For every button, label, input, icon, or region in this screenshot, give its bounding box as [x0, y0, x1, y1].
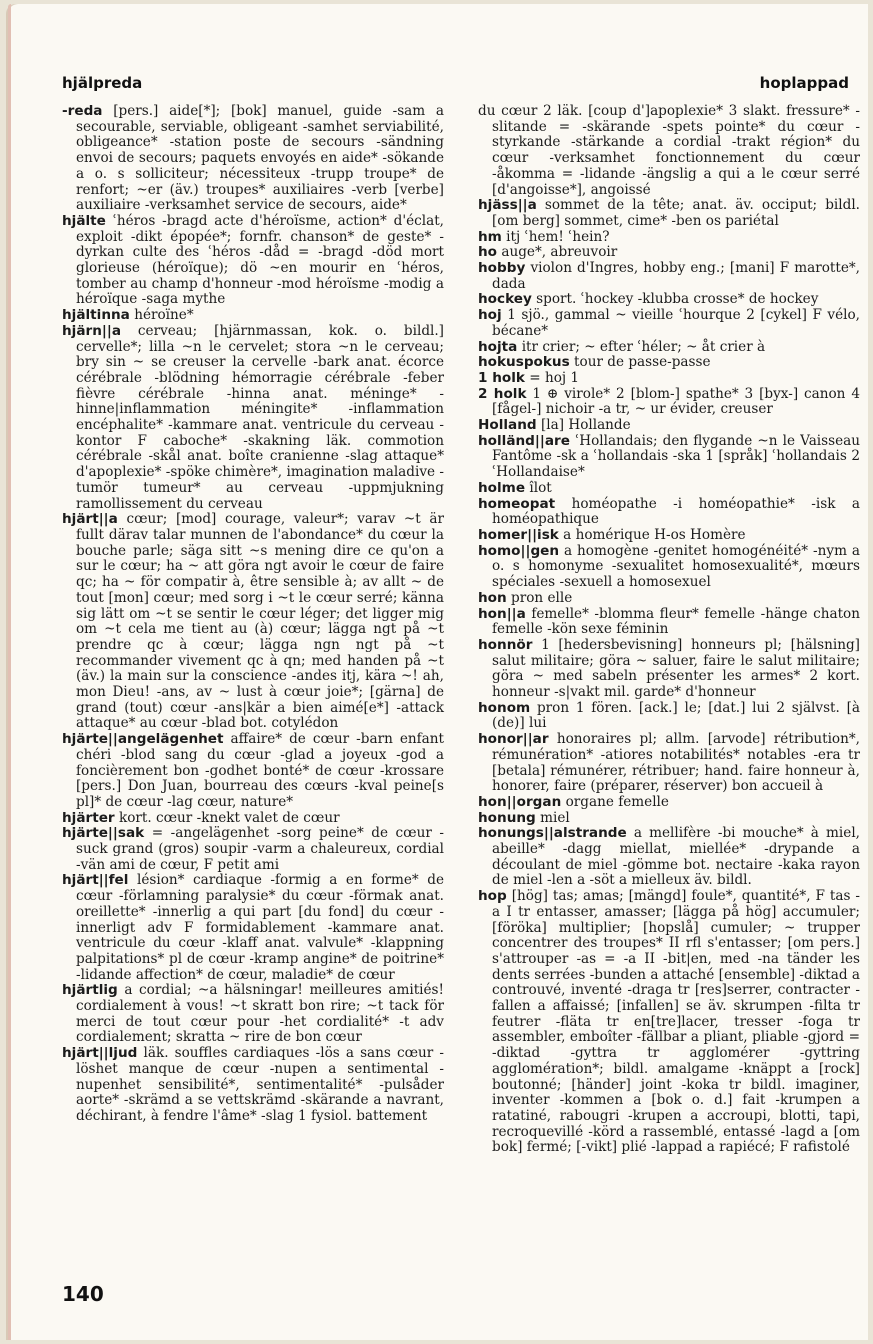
entry-text: kort. cœur -knekt valet de cœur: [118, 809, 340, 826]
entry-headword: 2 holk: [478, 385, 527, 402]
entry-headword: hjärte||sak: [62, 825, 145, 842]
dictionary-entry: [62, 214, 444, 308]
entry-text: a cordial; ~a hälsningar! meilleures amitiés! cordialement à vous! ~t skratt bon rire; ~t tack för merci de tout cœur pour -het cordialité* -t adv cordialement; skratta ~ rire de bon cœur: [76, 982, 444, 1046]
dictionary-entry: [478, 795, 860, 811]
entry-text: affaire* de cœur -barn enfant chéri -blod sang du cœur -glad a joyeux -god a foncièrement bon -godhet bonté* de cœur -krossare [pers.] Don Juan, bourreau des cœurs -kval peine[s pl]* de cœur -lag cœur, nature*: [76, 731, 444, 810]
entry-headword: hjältinna: [62, 307, 130, 324]
dictionary-entry: [62, 983, 444, 1046]
dictionary-entry: [62, 324, 444, 512]
entry-text: a homogène -genitet homogénéité* -nym a o. s homonyme -sexualitet homosexualité*, mœurs spéciales -sexuell a homosexuel: [492, 542, 860, 591]
dictionary-entry: [478, 198, 860, 229]
entry-headword: honom: [478, 699, 531, 716]
entry-text: itr crier; ~ efter ʿhéler; ~ åt crier à: [521, 338, 766, 355]
dictionary-entry: [478, 701, 860, 732]
entry-text: cœur; [mod] courage, valeur*; varav ~t är fullt därav talar munnen de l'abondance* du cœur la bouche parle; säga sitt ~s mening dire ce qu'on a sur le cœur; ha ~ att göra ngt avoir le cœur de faire qc; ha ~ för compatir à, être sensible à; av allt ~ de tout [mon] cœur; med sorg i ~t le cœur serré; känna sig lätt om ~t se sentir le cœur léger; det ligger mig om ~t cela me tient au (à) cœur; lägga ngt på ~t prendre qc à cœur; lägga ngn ngt på ~t recommander vivement qc à qn; med handen på ~t (äv.) la main sur la conscience -andes itj, kära ~! ah, mon Dieu! -ans, av ~ lust à cœur joie*; [gärna] de grand (tout) cœur -ans|kär a bien aimé[e*] -attack attaque* au cœur -blad bot. cotylédon: [76, 511, 444, 732]
entry-text: a homérique H-os Homère: [563, 526, 746, 543]
dictionary-entry: [478, 638, 860, 701]
dictionary-entry: [478, 544, 860, 591]
entry-headword: hjärn||a: [62, 322, 121, 339]
entry-text: îlot: [529, 479, 552, 496]
dictionary-entry: [478, 245, 860, 261]
entry-headword: hjärter: [62, 809, 115, 826]
entry-headword: hjälte: [62, 212, 106, 229]
dictionary-entry: [478, 889, 860, 1156]
guide-word-right: hoplappad: [759, 74, 849, 92]
page-number: 140: [62, 1282, 104, 1306]
entry-text: violon d'Ingres, hobby eng.; [mani] F marotte*, dada: [492, 260, 860, 292]
entry-text: sport. ʿhockey -klubba crosse* de hockey: [536, 291, 819, 308]
dictionary-entry: [478, 308, 860, 339]
entry-headword: holländ||are: [478, 432, 570, 449]
dictionary-entry: [478, 292, 860, 308]
entry-text: honoraires pl; allm. [arvode] rétribution*, rémunération* -atiores notabilités* notables -era tr [betala] rémunérer, rétribuer; hand. faire honneur à, honorer, faire (préparer, réserver) bon accueil à: [492, 731, 860, 795]
entry-headword: hojta: [478, 338, 518, 355]
entry-headword: hon||a: [478, 605, 526, 622]
dictionary-entry: [478, 732, 860, 795]
entry-headword: hokuspokus: [478, 354, 570, 371]
entry-headword: hjärt||fel: [62, 872, 129, 889]
entry-headword: hobby: [478, 260, 526, 277]
dictionary-entry: [62, 104, 444, 214]
entry-text: sommet de la tête; anat. äv. occiput; bildl. [om berg] sommet, cime* -ben os pariétal: [492, 197, 860, 229]
entry-headword: Holland: [478, 417, 537, 434]
entry-headword: homer||isk: [478, 526, 559, 543]
entry-headword: hjäss||a: [478, 197, 537, 214]
dictionary-entry: [478, 104, 860, 198]
entry-text: femelle* -blomma fleur* femelle -hänge chaton femelle -kön sexe féminin: [492, 605, 860, 638]
dictionary-entry: [478, 528, 860, 544]
entry-headword: honnör: [478, 636, 533, 653]
dictionary-entry: [478, 497, 860, 528]
entry-text: = -angelägenhet -sorg peine* de cœur -suck grand (gros) soupir -varm a chaleureux, cordial -vän ami de cœur, F petit ami: [76, 825, 444, 873]
dictionary-entry: [478, 811, 860, 827]
dictionary-entry: [478, 230, 860, 246]
entry-headword: ho: [478, 244, 498, 261]
dictionary-entry: [478, 355, 860, 371]
entry-headword: hoj: [478, 307, 502, 324]
dictionary-entry: [478, 371, 860, 387]
left-column: [62, 104, 444, 1125]
page-edge: [8, 4, 11, 1340]
entry-headword: honungs||alstrande: [478, 825, 627, 842]
dictionary-entry: [478, 826, 860, 889]
dictionary-entry: [62, 826, 444, 873]
dictionary-entry: [478, 591, 860, 607]
entry-headword: honor||ar: [478, 731, 549, 748]
entry-text: tour de passe-passe: [574, 354, 711, 371]
entry-text: itj ʿhem! ʿhein?: [506, 228, 610, 245]
entry-text: a mellifère -bi mouche* à miel, abeille* -dagg miellat, miellée* -drypande a découlant de miel -gömme bot. nectaire -kaka rayon de miel -len a -söt a mielleux äv. bildl.: [492, 825, 860, 889]
entry-headword: hockey: [478, 291, 532, 308]
entry-text: [la] Hollande: [540, 417, 631, 434]
entry-headword: hjärte||angelägenhet: [62, 731, 224, 748]
entry-text: héroïne*: [134, 307, 194, 324]
entry-text: 1 sjö., gammal ~ vieille ʿhourque 2 [cykel] F vélo, bécane*: [492, 307, 860, 339]
dictionary-entry: [478, 261, 860, 292]
entry-text: organe femelle: [565, 793, 669, 810]
dictionary-entry: [62, 873, 444, 983]
entry-headword: 1 holk: [478, 369, 525, 386]
entry-headword: hjärtlig: [62, 982, 118, 999]
guide-word-left: hjälpreda: [62, 74, 143, 92]
dictionary-entry: [478, 340, 860, 356]
dictionary-entry: [62, 1046, 444, 1125]
dictionary-entry: [62, 308, 444, 324]
entry-text: läk. souffles cardiaques -lös a sans cœur -löshet manque de cœur -nupen a sentimental -nupenhet sensibilité*, sentimentalité* -pulsåder aorte* -skrämd a se vettskrämd -skärande a navrant, déchirant, à fendre l'âme* -slag 1 fysiol. battement: [76, 1045, 445, 1124]
entry-text: auge*, abreuvoir: [501, 244, 618, 261]
entry-text: lésion* cardiaque -formig a en forme* de cœur -förlamning paralysie* du cœur -förmak anat. oreillette* -innerlig a qui part [du fond] du cœur -innerligt adv F formidablement -kammare anat. ventricule du cœur -klaff anat. valvule* -klappning palpitations* pl de cœur -kramp angine* de poitrine* -lidande affection* de cœur, maladie* de cœur: [76, 872, 444, 983]
entry-text: homéopathe -i homéopathie* -isk a homéopathique: [492, 495, 860, 528]
entry-text: 1 ⊕ virole* 2 [blom-] spathe* 3 [byx-] canon 4 [fågel-] nichoir -a tr, ~ ur évider, creuser: [492, 385, 860, 418]
dictionary-entry: [478, 387, 860, 418]
entry-headword: hon||organ: [478, 793, 562, 810]
dictionary-entry: [62, 512, 444, 732]
entry-text: ʿhéros -bragd acte d'héroïsme, action* d'éclat, exploit -dikt épopée*; fornfr. chanson* de geste* -dyrkan culte des ʿhéros -dåd = -bragd -död mort glorieuse (héroïque); dö ~en mourir en ʿhéros, tomber au champ d'honneur -mod héroïsme -modig a héroïque -saga mythe: [76, 212, 444, 308]
entry-text: = hoj 1: [529, 369, 580, 386]
entry-headword: honung: [478, 809, 536, 826]
entry-text: ʿHollandais; den flygande ~n le Vaisseau Fantôme -sk a ʿhollandais -ska 1 [språk] ʿhollandais 2 ʿHollandaise*: [492, 432, 860, 481]
entry-text: du cœur 2 läk. [coup d']apoplexie* 3 slakt. fressure* -slitande = -skärande -spets pointe* du cœur -styrkande -stärkande a cordial -trakt région* du cœur -verksamhet fonctionnement du cœur -åkomma = -lidande -ängslig a qui a le cœur serré [d'angoisse*], angoissé: [478, 103, 860, 198]
dictionary-entry: [478, 434, 860, 481]
dictionary-page: [8, 4, 868, 1340]
entry-text: pron elle: [511, 589, 573, 606]
dictionary-entry: [62, 732, 444, 811]
right-column: [478, 104, 860, 1156]
entry-text: miel: [540, 809, 570, 826]
dictionary-entry: [62, 811, 444, 827]
entry-headword: -reda: [62, 103, 103, 119]
dictionary-entry: [478, 607, 860, 638]
dictionary-entry: [478, 481, 860, 497]
entry-headword: hm: [478, 228, 502, 245]
entry-headword: hon: [478, 589, 507, 606]
entry-text: [hög] tas; amas; [mängd] foule*, quantité*, F tas -a I tr entasser, amasser; [lägga på hög] accumuler; [föröka] multiplier; [hopslå] cumuler; ~ trupper concentrer des troupes* II rfl s'entasser; [om pers.] s'attrouper -as = -a II -bit|en, med -na tänder les dents serrées -bunden a attaché [ensemble] -diktad a controuvé, inventé -draga tr [res]serrer, contracter -fallen a affaissé; [infallen] se äv. skrumpen -filta tr feutrer -fläta tr en[tre]lacer, tresser -foga tr assembler, emboîter -fällbar a pliant, pliable -gjord = -diktad -gyttra tr agglomérer -gyttring agglomération*; bildl. amalgame -knäppt a [rock] boutonné; [händer] joint -koka tr bildl. imaginer, inventer -kommen a [bok o. d.] fait -krumpen a ratatiné, rabougri -krupen a accroupi, blotti, tapi, recroquevillé -körd a rassemblé, entassé -lagd a [om bok] fermé; [-vikt] plié -lappad a rapiécé; F rafistolé: [492, 888, 860, 1156]
entry-text: 1 [hedersbevisning] honneurs pl; [hälsning] salut militaire; göra ~ saluer, faire le salut militaire; göra ~ med sabeln présenter les armes* 2 kort. honneur -s|vakt mil. garde* d'honneur: [492, 636, 860, 701]
entry-text: [pers.] aide[*]; [bok] manuel, guide -sam a secourable, serviable, obligeant -samhet serviabilité, obligeance* -station poste de secours -sändning envoi de secours; paquets envoyés en aide* -sökande a o. s solliciteur; nécessiteux -trupp troupe* de renfort; ~er (äv.) troupes* auxiliaires -verb [verbe] auxiliaire -verksamhet service de secours, aide*: [76, 103, 444, 214]
dictionary-entry: [478, 418, 860, 434]
entry-text: cerveau; [hjärnmassan, kok. o. bildl.] cervelle*; lilla ~n le cervelet; stora ~n le cerveau; bry sin ~ se creuser la cervelle -bark anat. écorce cérébrale -blödning hémorragie cérébrale -feber fièvre cérébrale -hinna anat. méninge* -hinne|inflammation méningite* -inflammation encéphalite* -kammare anat. ventricule du cerveau -kontor F caboche* -skakning läk. commotion cérébrale -skål anat. boîte cranienne -slag attaque* d'apoplexie* -spöke chimère*, imagination maladive -tumör tumeur* au cerveau -uppmjukning ramollissement du cerveau: [76, 322, 444, 512]
entry-headword: homo||gen: [478, 542, 560, 559]
entry-headword: homeopat: [478, 495, 556, 512]
entry-headword: hjärt||ljud: [62, 1045, 138, 1062]
entry-text: pron 1 fören. [ack.] le; [dat.] lui 2 självst. [à (de)] lui: [492, 699, 861, 732]
entry-headword: hjärt||a: [62, 511, 118, 528]
entry-headword: holme: [478, 479, 526, 496]
entry-headword: hop: [478, 888, 507, 905]
